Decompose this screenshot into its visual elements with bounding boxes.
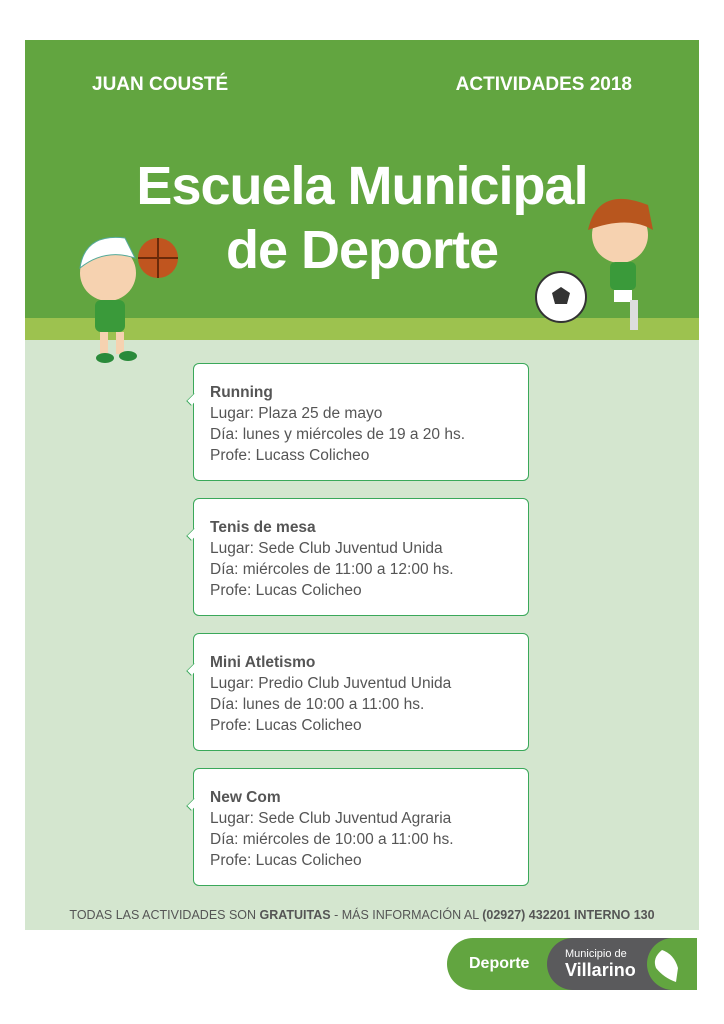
footer-text: TODAS LAS ACTIVIDADES SON	[69, 908, 260, 922]
activity-name: New Com	[210, 789, 281, 806]
location-label: JUAN COUSTÉ	[92, 74, 229, 95]
activity-name: Tenis de mesa	[210, 519, 316, 536]
activity-schedule: Día: miércoles de 11:00 a 12:00 hs.	[210, 561, 454, 578]
activity-place: Lugar: Plaza 25 de mayo	[210, 405, 383, 422]
activity-schedule: Día: miércoles de 10:00 a 11:00 hs.	[210, 831, 454, 848]
activity-name: Mini Atletismo	[210, 654, 316, 671]
footer-phone: (02927) 432201 INTERNO 130	[482, 908, 655, 922]
logo-municipio-text: Municipio de	[565, 948, 627, 960]
soccer-kid-illustration	[530, 190, 670, 340]
logo-villarino-text: Villarino	[565, 960, 636, 980]
activity-place: Lugar: Sede Club Juventud Unida	[210, 540, 443, 557]
footer-info	[0, 908, 724, 922]
activity-place: Lugar: Predio Club Juventud Unida	[210, 675, 452, 692]
activity-card	[193, 633, 529, 751]
activity-teacher: Profe: Lucas Colicheo	[210, 582, 362, 599]
activity-schedule: Día: lunes de 10:00 a 11:00 hs.	[210, 696, 425, 713]
activity-name: Running	[210, 384, 273, 401]
logo-municipio	[565, 948, 636, 980]
villarino-map-icon	[652, 946, 684, 984]
activity-teacher: Profe: Lucass Colicheo	[210, 447, 370, 464]
title-line-1: Escuela Municipal	[136, 156, 588, 216]
basketball-kid-illustration	[60, 228, 185, 368]
activity-card	[193, 363, 529, 481]
activity-card	[193, 498, 529, 616]
footer-text: - MÁS INFORMACIÓN AL	[330, 908, 483, 922]
activity-teacher: Profe: Lucas Colicheo	[210, 717, 362, 734]
logo-deporte: Deporte	[447, 938, 577, 990]
title-line-2: de Deporte	[225, 220, 499, 280]
activity-teacher: Profe: Lucas Colicheo	[210, 852, 362, 869]
activity-place: Lugar: Sede Club Juventud Agraria	[210, 810, 452, 827]
municipio-logo	[447, 938, 697, 990]
activity-card	[193, 768, 529, 886]
footer-free: GRATUITAS	[259, 908, 331, 922]
year-label: ACTIVIDADES 2018	[455, 74, 632, 95]
activity-schedule: Día: lunes y miércoles de 19 a 20 hs.	[210, 426, 466, 443]
